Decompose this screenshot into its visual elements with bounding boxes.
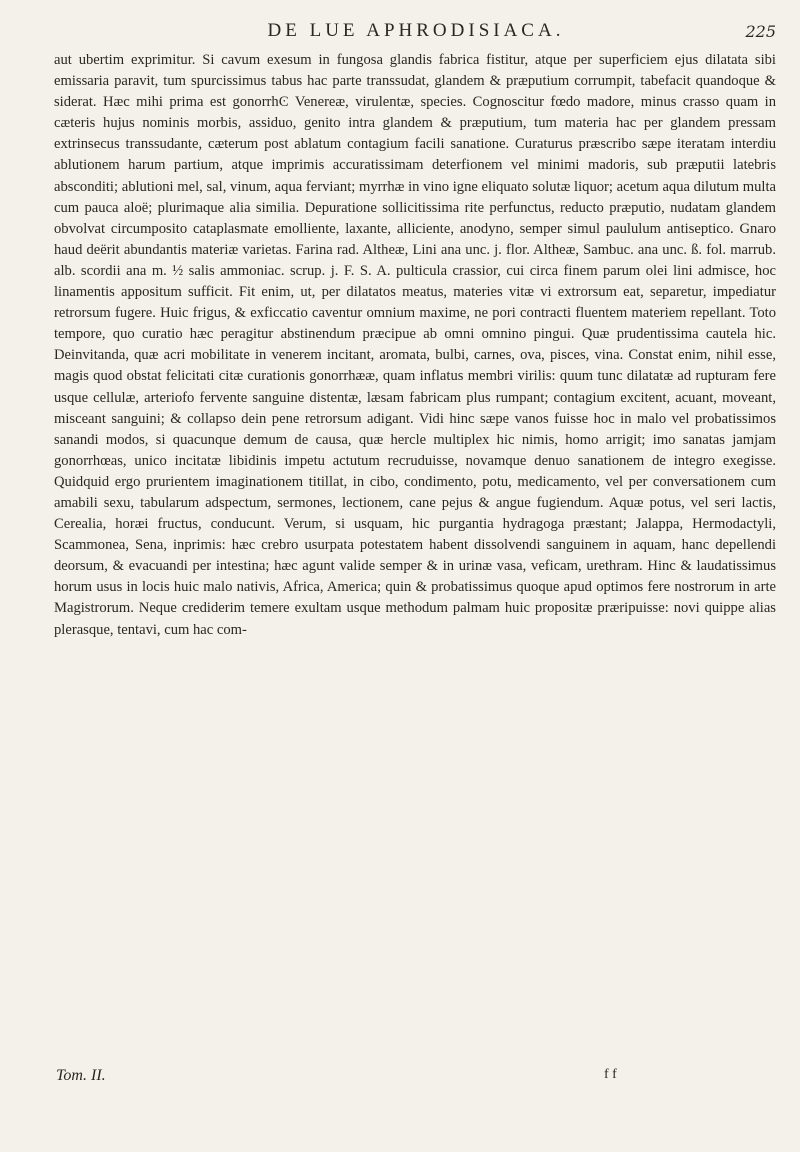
running-head: DE LUE APHRODISIACA. [267,20,565,41]
signature-mark: f f [604,1067,617,1082]
body-text [54,50,776,641]
page-footer [56,1067,756,1091]
page-header [56,20,776,46]
volume-label: Tom. II. [56,1067,106,1084]
page-number: 225 [745,22,776,41]
body-paragraph: aut ubertim exprimitur. Si cavum exesum in fungosa glandis fabrica fistitur, atque per superficiem ejus dilatata sibi emissaria paravit, tum spurcissimus tabus hac parte transsudat, glandem & præputium corrumpit, tabefacit quandoque & siderat. Hæc mihi prima est gonorrhϾ Venereæ, virulentæ, species. Cognoscitur fœdo madore, minus crasso quam in cæteris hujus nominis morbis, assiduo, genito intra glandem & præputium, tum materia hac per glandem pressam extrinsecus transsudante, cæterum post ablatum contagium facili sanatione. Curaturus præscribo sæpe iteratam interdiu ablutionem harum partium, atque imprimis accuratissimam deterfionem vel minimi madoris, sub præputii latebris absconditi; ablutioni mel, sal, vinum, aqua ferviant; myrrhæ in vino igne eliquato solutæ liquor; acetum aqua dilutum multa cum pauca aloë; plurimaque alia similia. Depuratione sollicitissima rite perfunctus, reducto præputio, nudatam glandem obvolvat circumposito cataplasmate emolliente, laxante, alliciente, anodyno, semper simul paululum antiseptico. Gnaro haud deërit abundantis materiæ varietas. Farina rad. Altheæ, Lini ana unc. j. flor. Altheæ, Sambuc. ana unc. ß. fol. marrub. alb. scordii ana m. ½ salis ammoniac. scrup. j. F. S. A. pulticula crassior, cui circa finem parum olei lini admisce, hoc linamentis appositum sufficit. Fit enim, ut, per dilatatos meatus, materies vitæ vi extrorsum eat, separetur, impediatur retrorsum fugere. Huic frigus, & exficcatio caventur omnium maxime, ne pori contracti fluentem materiem repellant. Toto tempore, quo curatio hæc peragitur abstinendum præcipue ab omni omnino pingui. Quæ prudentissima cautela hic. Deinvitanda, quæ acri mobilitate in venerem incitant, aromata, bulbi, carnes, ova, pisces, vina. Constat enim, nihil esse, magis quod obstat felicitati citæ curationis gonorrhææ, quam inflatus membri virilis: quum tunc dilatatæ ad rupturam fere usque cellulæ, arteriofo fervente sanguine distentæ, læsam fabricam plus rumpant; contagium excitent, acuant, moveant, misceant sanguini; & collapso dein pene retrorsum adigant. Vidi hinc sæpe vanos fuisse hoc in malo vel probatissimos sanandi modos, si quacunque demum de causa, quæ hercle multiplex hic nimis, homo arrigit; imo sanatas jamjam gonorrhœas, unico incitatæ libidinis impetu actutum recruduisse, novamque denuo sanationem de integro exegisse. Quidquid ergo prurientem imaginationem titillat, in cibo, condimento, potu, medicamento, vel per conversationem cum amabili sexu, tabularum adspectum, sermones, lectionem, cane pejus & angue fugiendum. Aquæ potus, vel seri lactis, Cerealia, horæi fructus, conducunt. Verum, si usquam, hic purgantia hydragoga præstant; Jalappa, Hermodactyli, Scammonea, Sena, inprimis: hæc crebro usurpata potestatem habent dissolvendi sanguinem in aquam, hanc depellendi deorsum, & evacuandi per intestina; hæc agunt valide semper & in urinæ vasa, veficam, urethram. Hinc & laudatissimus horum usus in locis huic malo nativis, Africa, America; quin & probatissimus quoque apud optimos fere nostrorum in arte Magistrorum. Neque crediderim temere exultam usque methodum palmam huic propositæ præripuisse: novi quippe alias plerasque, tentavi, cum hac com- [54,52,776,638]
